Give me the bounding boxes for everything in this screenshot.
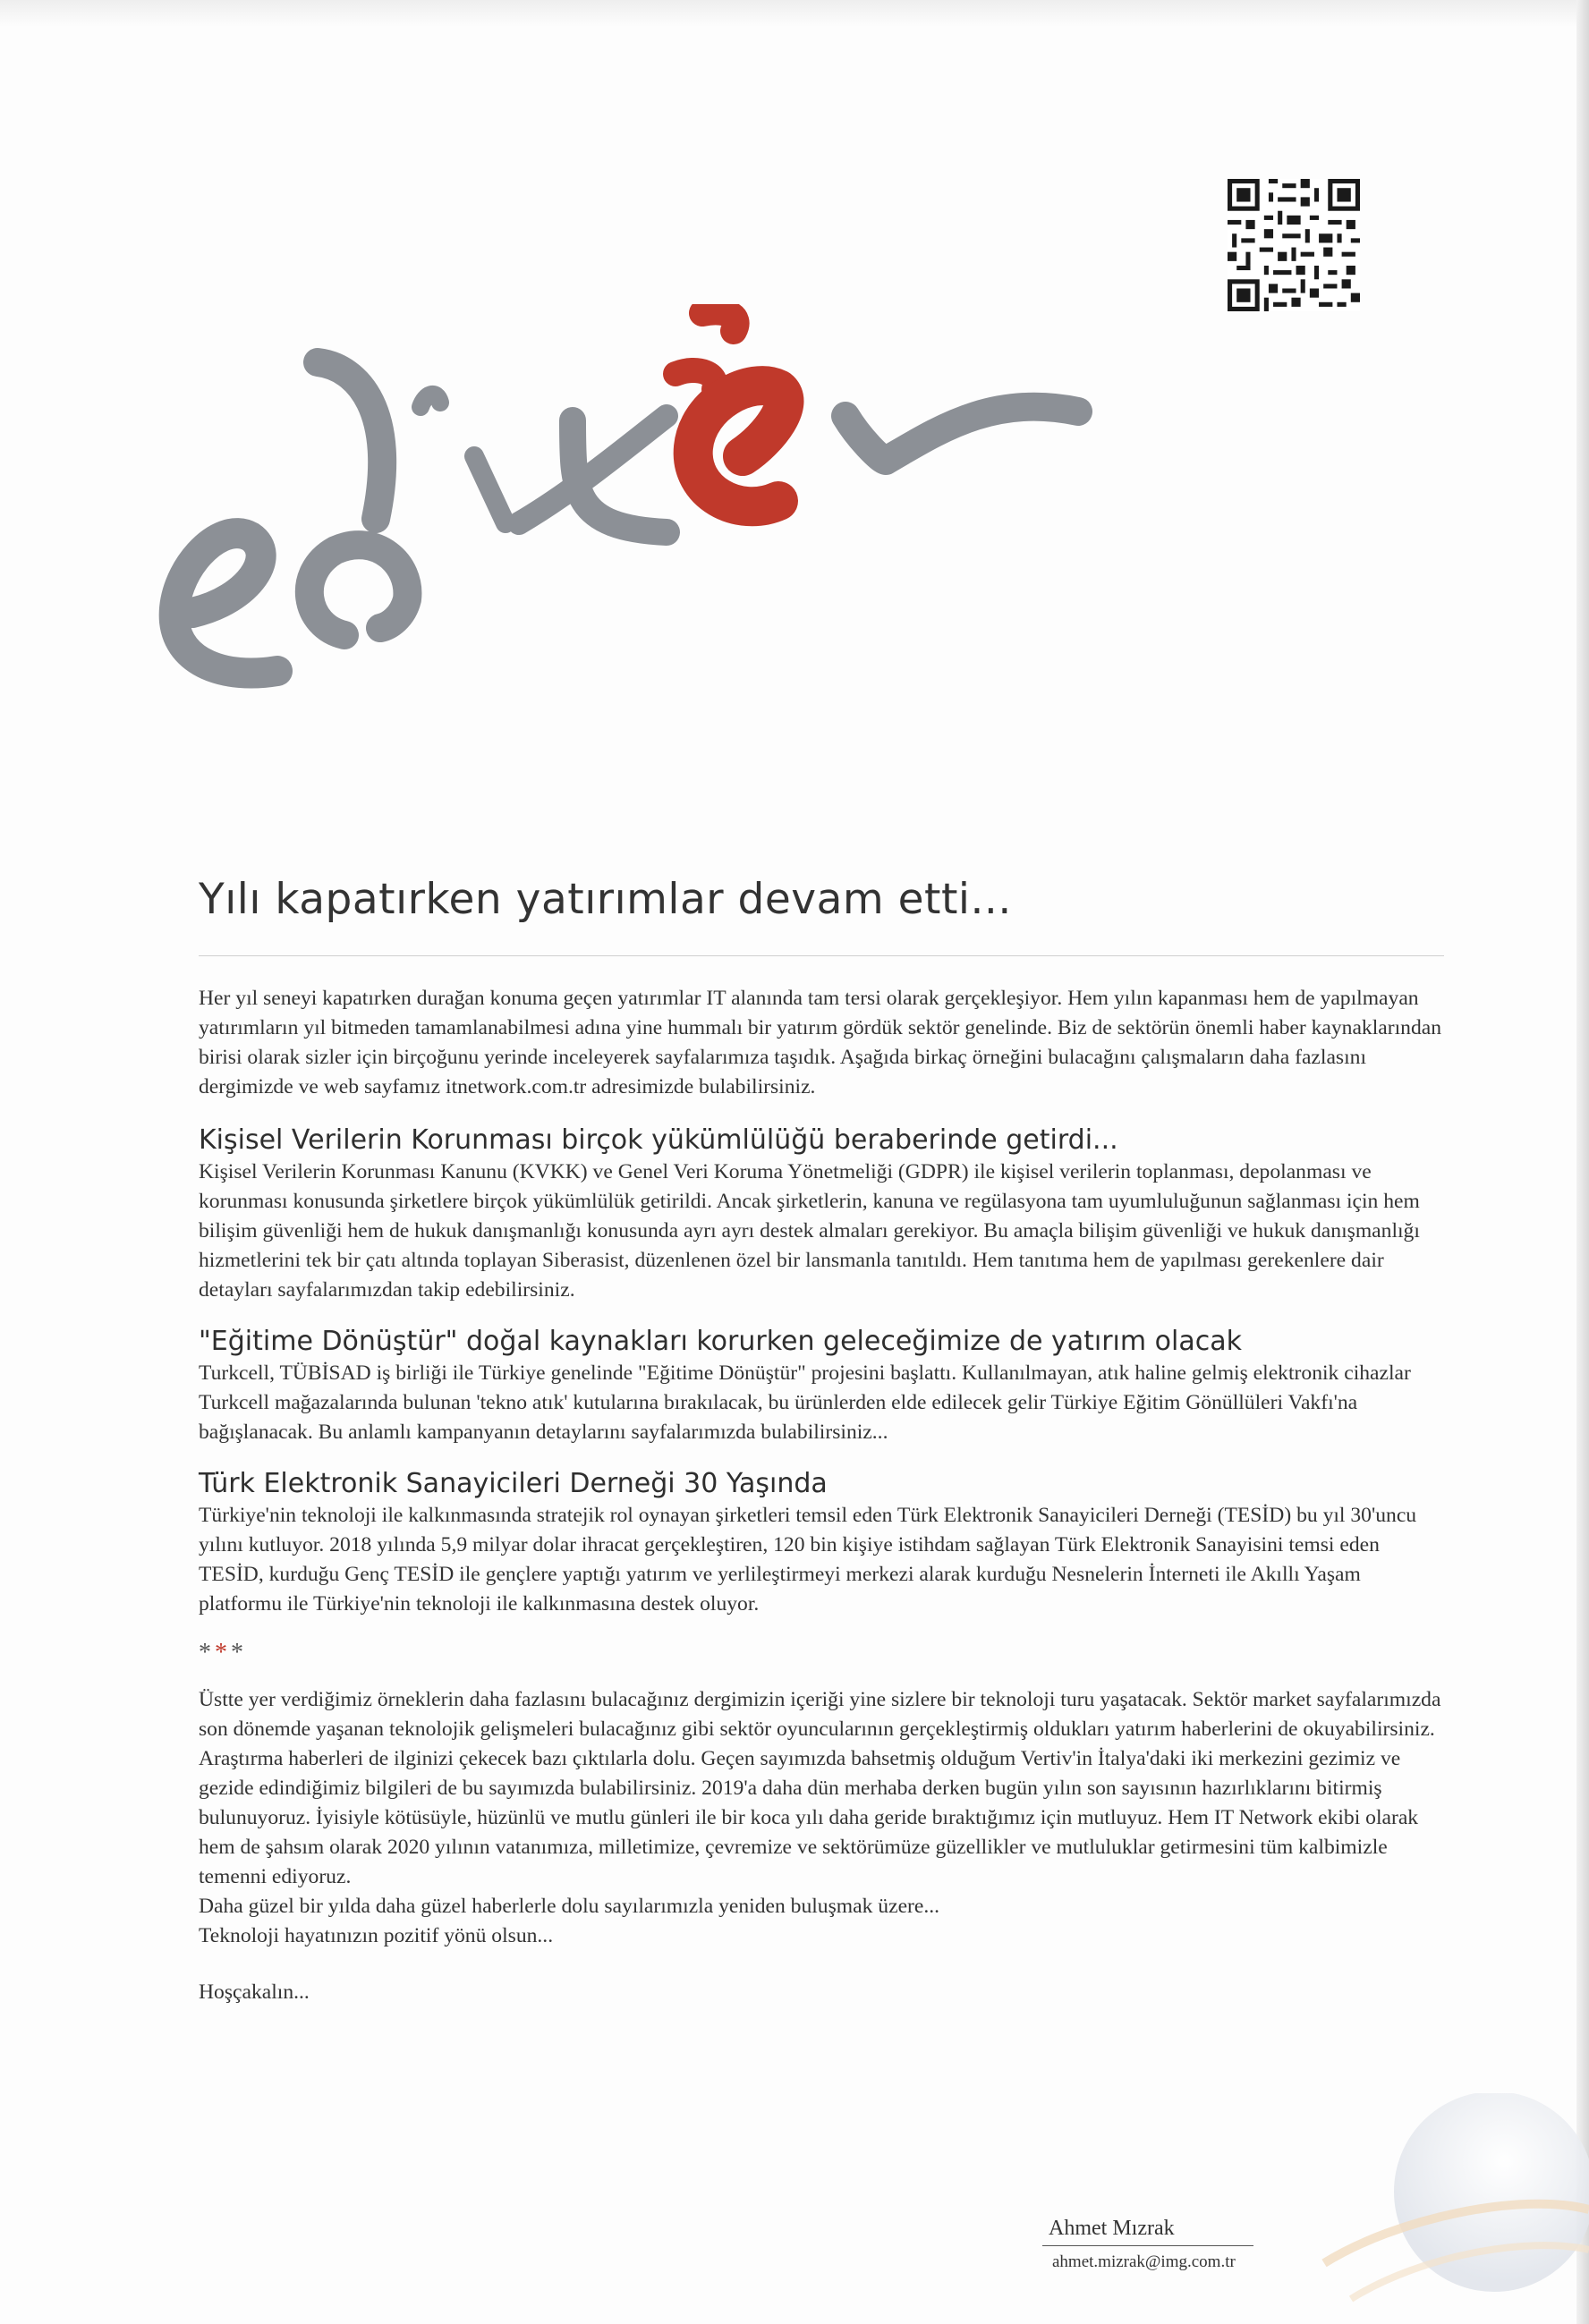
closing-line: Daha güzel bir yılda daha güzel haberlerle dolu sayılarımızla yeniden buluşmak üzere... xyxy=(199,1895,940,1918)
globe-decoration-icon xyxy=(1288,2093,1589,2324)
section-body: Türkiye'nin teknoloji ile kalkınmasında stratejik rol oynayan şirketleri temsil eden Türk Elektronik Sanayicileri Derneği (TESİD) bu yıl 30'uncu yılını kutluyor. 2018 yılında 5,9 milyar dolar ihracat gerçekleştiren, 120 bin kişiye istihdam sağlayan Türk Elektronik Sanayisini temsi eden TESİD, kurduğu Genç TESİD ile gençlere yaptığı yatırım ve yerlileştirmeyi merkezi alarak kurduğu Nesnelerin İnterneti ile Akıllı Yaşam platformu ile Türkiye'nin teknoloji ile kalkınmasına destek oluyor. xyxy=(199,1504,1417,1616)
section-egitime-donustur xyxy=(199,1325,1447,1447)
section-heading: Kişisel Verilerin Korunması birçok yükümlülüğü beraberinde getirdi... xyxy=(199,1124,1118,1156)
section-separator-stars xyxy=(199,1639,1447,1667)
page-right-edge xyxy=(1576,0,1589,2324)
section-heading: "Eğitime Dönüştür" doğal kaynakları korurken geleceğimize de yatırım olacak xyxy=(199,1326,1242,1357)
section-body: Turkcell, TÜBİSAD iş birliği ile Türkiye genelinde "Eğitime Dönüştür" projesini başlattı. Kullanılmayan, atık haline gelmiş elektronik cihazlar Turkcell mağazalarında bulunan 'tekno atık' kutularına bırakılacak, bu ürünlerden elde edilecek gelir Türkiye Eğitim Gönüllüleri Vakfı'na bağışlanacak. Bu anlamlı kampanyanın detaylarını sayfalarımızda bulabilirsiniz... xyxy=(199,1361,1411,1444)
logo-letter-o xyxy=(693,386,785,506)
page-title: Yılı kapatırken yatırımlar devam etti... xyxy=(199,875,1012,924)
closing-line: Teknoloji hayatınızın pozitif yönü olsun... xyxy=(199,1924,554,1947)
section-kvkk xyxy=(199,1124,1447,1305)
logo-letter-r xyxy=(845,407,1078,461)
logo-letter-i-stem xyxy=(474,456,506,523)
editor-logo xyxy=(152,304,1405,725)
section-heading: Türk Elektronik Sanayicileri Derneği 30 Yaşında xyxy=(199,1468,828,1499)
star-icon: * xyxy=(231,1639,247,1667)
logo-letter-d xyxy=(310,362,408,635)
author-name: Ahmet Mızrak xyxy=(1049,2217,1175,2240)
logo-letter-e xyxy=(174,533,277,673)
star-icon: * xyxy=(199,1639,215,1667)
section-body: Kişisel Verilerin Korunması Kanunu (KVKK) ve Genel Veri Koruma Yönetmeliği (GDPR) ile kişisel verilerin toplanması, depolanması ve korunması konusunda şirketlere birçok yükümlülük getirildi. Ancak şirketlerin, kanuna ve regülasyona tam uyumluluğunun sağlanması için hem bilişim güvenliği hem de hukuk danışmanlığı konusunda ayrı ayrı destek almaları gerekiyor. Bu amaçla bilişim güvenliği ve hukuk danışmanlığı hizmetlerini tek bir çatı altında toplayan Siberasist, düzenlenen özel bir lansmanla tanıtıldı. Hem tanıtıma hem de yapılması gerekenlere dair detayları sayfalarımızdan takip edebilirsiniz. xyxy=(199,1160,1420,1302)
star-icon: * xyxy=(215,1639,231,1667)
logo-letter-i-dot xyxy=(421,394,440,407)
page-top-shadow xyxy=(0,0,1589,27)
section-tesid xyxy=(199,1467,1447,1619)
closing-paragraph: Üstte yer verdiğimiz örneklerin daha fazlasını bulacağınız dergimizin içeriği yine sizlere bir teknoloji turu yaşatacak. Sektör market sayfalarımızda son dönemde yaşanan teknolojik gelişmeleri bulacağınız gibi sektör oyuncularının gerçekleştirmiş oldukları yatırım haberlerini de okuyabilirsiniz. Araştırma haberleri de ilginizi çekecek bazı çıktılarla dolu. Geçen sayımızda bahsetmiş olduğum Vertiv'in İtalya'daki iki merkezini gezimiz ve gezide edindiğimiz bilgileri de bu sayımızda bulabilirsiniz. 2019'a daha dün merhaba derken bugün yılın son sayısının hazırlıklarını bitirmiş bulunuyoruz. İyisiyle kötüsüyle, hüzünlü ve mutlu günleri ile bir koca yılı daha geride bıraktığımız için mutluyuz. Hem IT Network ekibi olarak hem de şahsım olarak 2020 yılının vatanımıza, milletimize, çevremize ve sektörümüze güzellikler ve mutluluklar getirmesini tüm kalbimizle temenni ediyoruz. xyxy=(199,1688,1441,1888)
intro-paragraph: Her yıl seneyi kapatırken durağan konuma geçen yatırımlar IT alanında tam tersi olarak gerçekleşiyor. Hem yılın kapanması hem de yapılmayan yatırımların yıl bitmeden tamamlanabilmesi adına yine hummalı bir yatırım gördük sektör genelinde. Biz de sektörün önemli haber kaynaklarından birisi olarak sizler için birçoğunu yerinde inceleyerek sayfalarımıza taşıdık. Aşağıda birkaç örneğini bulacağını çalışmaların daha fazlasını dergimizde ve web sayfamız itnetwork.com.tr adresimizde bulabilirsiniz. xyxy=(199,987,1442,1098)
qr-code-icon xyxy=(1228,179,1360,311)
farewell: Hoşçakalın... xyxy=(199,1980,310,2004)
logo-letter-o-dot-1 xyxy=(702,311,736,331)
author-email: ahmet.mizrak@img.com.tr xyxy=(1052,2252,1236,2271)
spacer xyxy=(199,1951,1447,1978)
signature-underline xyxy=(1042,2245,1253,2246)
title-divider xyxy=(199,955,1444,956)
editorial-content xyxy=(199,984,1447,2007)
